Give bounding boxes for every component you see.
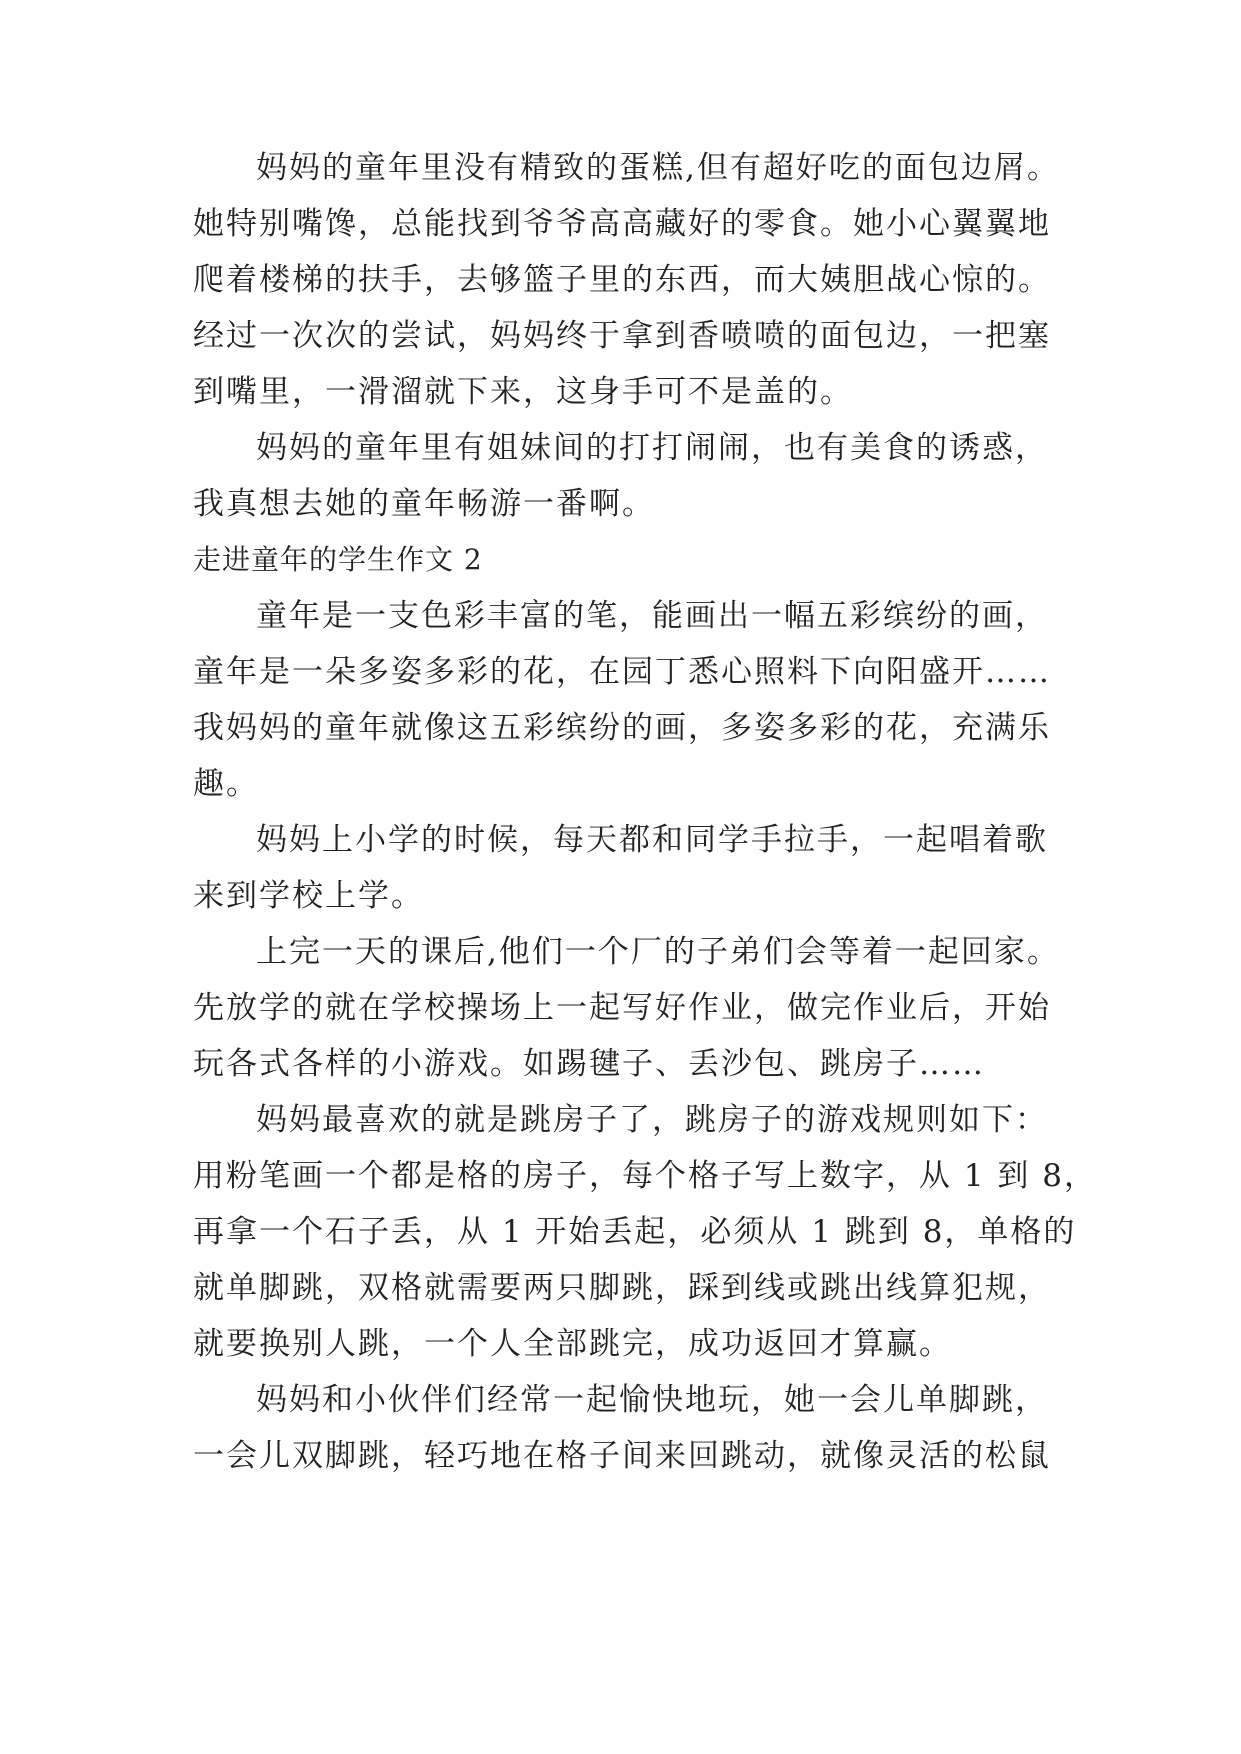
paragraph-line: 来到学校上学。	[193, 878, 424, 914]
paragraph-line: 到嘴里，一滑溜就下来，这身手可不是盖的。	[193, 374, 853, 410]
paragraph-line: 妈妈的童年里没有精致的蛋糕,但有超好吃的面包边屑。	[256, 150, 1060, 186]
paragraph-line: 妈妈和小伙伴们经常一起愉快地玩，她一会儿单脚跳，	[256, 1382, 1048, 1418]
paragraph-line: 爬着楼梯的扶手，去够篮子里的东西，而大姨胆战心惊的。	[193, 262, 1051, 298]
paragraph-line: 上完一天的课后,他们一个厂的子弟们会等着一起回家。	[256, 934, 1060, 970]
paragraph-line: 经过一次次的尝试，妈妈终于拿到香喷喷的面包边，一把塞	[193, 318, 1051, 354]
paragraph-line: 就要换别人跳，一个人全部跳完，成功返回才算赢。	[193, 1326, 952, 1362]
paragraph-line: 我妈妈的童年就像这五彩缤纷的画，多姿多彩的花，充满乐	[193, 710, 1051, 746]
paragraph-line: 我真想去她的童年畅游一番啊。	[193, 486, 655, 522]
paragraph-line: 她特别嘴馋，总能找到爷爷高高藏好的零食。她小心翼翼地	[193, 206, 1051, 242]
section-heading: 走进童年的学生作文 2	[193, 543, 483, 576]
paragraph-line: 就单脚跳，双格就需要两只脚跳，踩到线或跳出线算犯规，	[193, 1270, 1051, 1306]
paragraph-line: 一会儿双脚跳，轻巧地在格子间来回跳动，就像灵活的松鼠	[193, 1438, 1051, 1474]
paragraph-line: 趣。	[193, 766, 259, 802]
paragraph-line: 童年是一朵多姿多彩的花，在园丁悉心照料下向阳盛开……	[193, 654, 1051, 690]
paragraph-line: 妈妈的童年里有姐妹间的打打闹闹，也有美食的诱惑，	[256, 430, 1048, 466]
paragraph-line: 玩各式各样的小游戏。如踢毽子、丢沙包、跳房子……	[193, 1046, 985, 1082]
paragraph-line: 妈妈上小学的时候，每天都和同学手拉手，一起唱着歌	[256, 822, 1048, 858]
paragraph-line: 童年是一支色彩丰富的笔，能画出一幅五彩缤纷的画，	[256, 598, 1048, 634]
paragraph-line: 先放学的就在学校操场上一起写好作业，做完作业后，开始	[193, 990, 1051, 1026]
paragraph-line: 再拿一个石子丢，从 1 开始丢起，必须从 1 跳到 8，单格的	[193, 1214, 1077, 1250]
paragraph-line: 用粉笔画一个都是格的房子，每个格子写上数字，从 1 到 8，	[193, 1158, 1098, 1194]
paragraph-line: 妈妈最喜欢的就是跳房子了，跳房子的游戏规则如下：	[256, 1102, 1048, 1138]
